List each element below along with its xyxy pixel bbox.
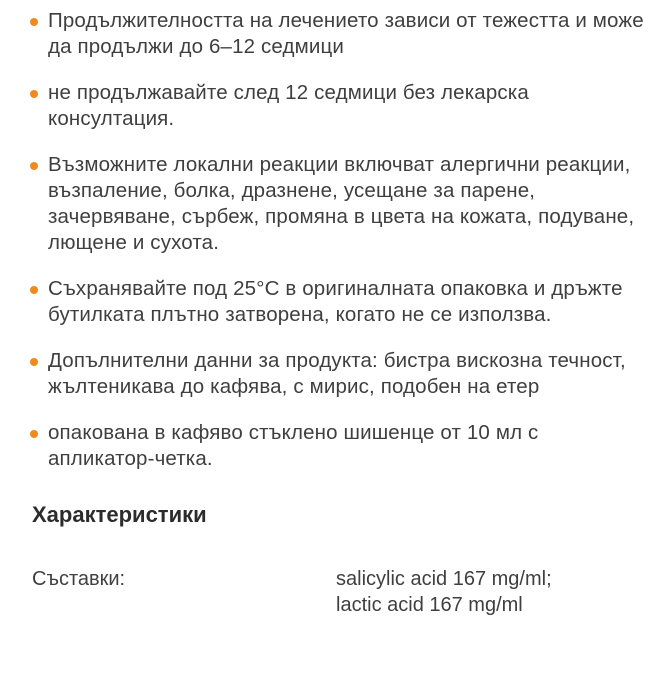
bullet-text: Съхранявайте под 25°C в оригиналната опаковка и дръжте бутилката плътно затворена, когато не се използва.	[48, 277, 623, 326]
characteristics-heading: Характеристики	[32, 502, 207, 527]
bullet-dot-icon	[30, 430, 38, 438]
ingredients-values	[336, 566, 552, 618]
ingredient-value: salicylic acid 167 mg/ml;	[336, 568, 552, 590]
bullet-dot-icon	[30, 90, 38, 98]
bullet-text: опакована в кафяво стъклено шишенце от 10 мл с апликатор-четка.	[48, 421, 539, 470]
list-item	[28, 276, 650, 328]
bullet-text: Допълнителни данни за продукта: бистра вискозна течност, жълтеникава до кафява, с мирис, подобен на етер	[48, 349, 626, 398]
usage-bullet-list	[28, 8, 650, 472]
bullet-text: не продължавайте след 12 седмици без лекарска консултация.	[48, 81, 529, 130]
bullet-dot-icon	[30, 358, 38, 366]
list-item	[28, 348, 650, 400]
list-item	[28, 152, 650, 256]
bullet-dot-icon	[30, 286, 38, 294]
list-item	[28, 80, 650, 132]
ingredients-row	[32, 566, 650, 618]
bullet-text: Продължителността на лечението зависи от тежестта и може да продължи до 6–12 седмици	[48, 9, 644, 58]
bullet-dot-icon	[30, 162, 38, 170]
ingredients-label: Съставки:	[32, 568, 126, 590]
ingredient-value: lactic acid 167 mg/ml	[336, 594, 523, 616]
list-item	[28, 8, 650, 60]
list-item	[28, 420, 650, 472]
bullet-dot-icon	[30, 18, 38, 26]
bullet-text: Възможните локални реакции включват алергични реакции, възпаление, болка, дразнене, усещане за парене, зачервяване, сърбеж, промяна в цвета на кожата, подуване, лющене и сухота.	[48, 153, 635, 254]
